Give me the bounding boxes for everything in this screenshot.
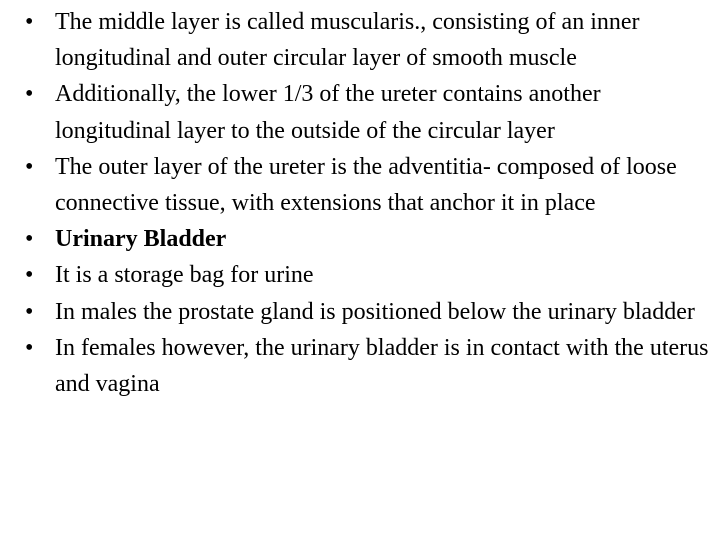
bullet-icon: • — [25, 226, 34, 253]
bullet-item — [25, 76, 717, 148]
bullet-text: The middle layer is called muscularis., consisting of an inner longitudinal and outer circular layer of smooth muscle — [55, 9, 640, 72]
bullet-item — [25, 257, 717, 293]
bullet-icon: • — [25, 9, 34, 35]
bullet-item — [25, 330, 717, 402]
bullet-icon: • — [25, 81, 34, 108]
bullet-text: Additionally, the lower 1/3 of the ureter contains another longitudinal layer to the outside of the circular layer — [55, 81, 601, 144]
bullet-text: The outer layer of the ureter is the adventitia- composed of loose connective tissue, with extensions that anchor it in place — [55, 153, 677, 217]
bullet-item — [25, 294, 717, 330]
bullet-text: In males the prostate gland is positioned below the urinary bladder — [55, 298, 695, 325]
bullet-icon: • — [25, 334, 34, 361]
bullet-text: It is a storage bag for urine — [55, 262, 314, 289]
bullet-icon: • — [25, 153, 34, 180]
bullet-list — [25, 4, 717, 402]
bullet-icon: • — [25, 262, 34, 289]
bullet-item — [25, 221, 717, 257]
bullet-item — [25, 149, 717, 221]
bullet-text: In females however, the urinary bladder is in contact with the uterus and vagina — [55, 334, 709, 398]
section-heading: Urinary Bladder — [55, 226, 227, 253]
bullet-item — [25, 4, 717, 76]
bullet-icon: • — [25, 298, 34, 325]
